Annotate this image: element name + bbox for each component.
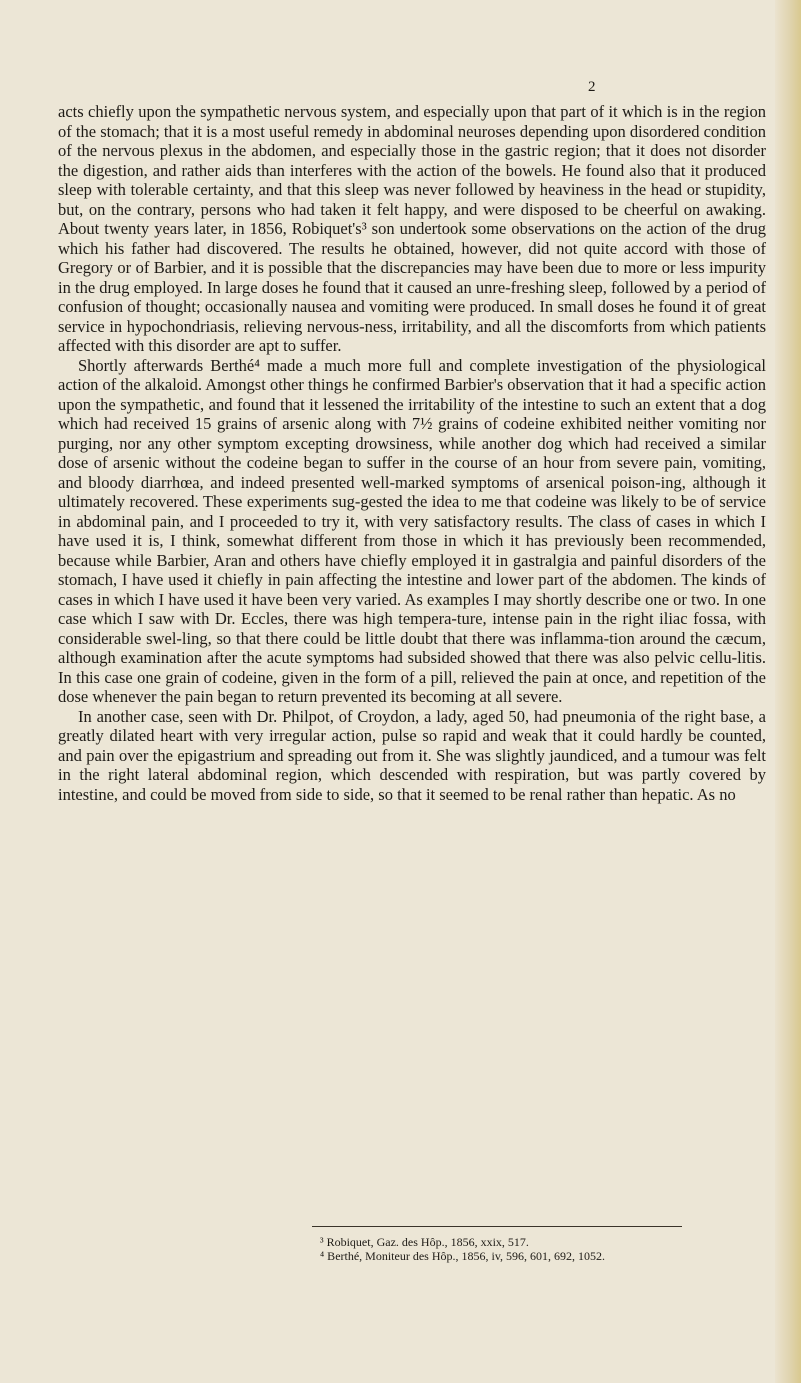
page-number: 2 — [588, 79, 596, 95]
footnotes — [320, 1236, 740, 1263]
paragraph-2: Shortly afterwards Berthé⁴ made a much more full and complete investigation of the physiological action of the alkaloid. Amongst other things he confirmed Barbier's observation that it had a specific action upon the sympathetic, and found that it lessened the irritability of the intestine to such an extent that a dog which had received 15 grains of arsenic along with 7½ grains of codeine exhibited neither vomiting nor purging, nor any other symptom excepting drowsiness, while another dog which had received a similar dose of arsenic without the codeine began to suffer in the course of an hour from severe pain, vomiting, and bloody diarrhœa, and indeed presented well-marked symptoms of arsenical poison-ing, although it ultimately recovered. These experiments sug-gested the idea to me that codeine was likely to be of service in abdominal pain, and I proceeded to try it, with very satisfactory results. The class of cases in which I have used it is, I think, somewhat different from those in which it has previously been recommended, because while Barbier, Aran and others have chiefly employed it in gastralgia and painful disorders of the stomach, I have used it chiefly in pain affecting the intestine and lower part of the abdomen. The kinds of cases in which I have used it have been very varied. As examples I may shortly describe one or two. In one case which I saw with Dr. Eccles, there was high tempera-ture, intense pain in the right iliac fossa, with considerable swel-ling, so that there could be little doubt that there was inflamma-tion around the cæcum, although examination after the acute symptoms had subsided showed that there was also pelvic cellu-litis. In this case one grain of codeine, given in the form of a pill, relieved the pain at once, and repetition of the dose whenever the pain began to return prevented its becoming at all severe. — [58, 355, 766, 706]
paragraph-3: In another case, seen with Dr. Philpot, of Croydon, a lady, aged 50, had pneumonia of the right base, a greatly dilated heart with very irregular action, pulse so rapid and weak that it could hardly be counted, and pain over the epigastrium and spreading out from it. She was slightly jaundiced, and a tumour was felt in the right lateral abdominal region, which descended with respiration, but was partly covered by intestine, and could be moved from side to side, so that it seemed to be renal rather than hepatic. As no — [58, 706, 766, 804]
page-edge-shadow — [775, 0, 801, 1383]
paragraph-1: acts chiefly upon the sympathetic nervous system, and especially upon that part of it which is in the region of the stomach; that it is a most useful remedy in abdominal neuroses depending upon disordered condition of the nervous plexus in the abdomen, and especially those in the gastric region; that it does not disorder the digestion, and rather aids than interferes with the action of the bowels. He found also that it produced sleep with tolerable certainty, and that this sleep was never followed by heaviness in the head or stupidity, but, on the contrary, persons who had taken it felt happy, and were disposed to be cheerful on awaking. About twenty years later, in 1856, Robiquet's³ son undertook some observations on the action of the drug which his father had discovered. The results he obtained, however, did not quite accord with those of Gregory or of Barbier, and it is possible that the discrepancies may have been due to more or less impurity in the drug employed. In large doses he found that it caused an unre-freshing sleep, followed by a period of confusion of thought; occasionally nausea and vomiting were produced. In small doses he found it of great service in hypochondriasis, relieving nervous-ness, irritability, and all the discomforts from which patients affected with this disorder are apt to suffer. — [58, 102, 766, 355]
footnote-divider — [312, 1226, 682, 1227]
body-text — [58, 102, 766, 804]
footnote-4: ⁴ Berthé, Moniteur des Hôp., 1856, iv, 596, 601, 692, 1052. — [320, 1248, 606, 1263]
footnote-3: ³ Robiquet, Gaz. des Hôp., 1856, xxix, 517. — [320, 1235, 529, 1249]
